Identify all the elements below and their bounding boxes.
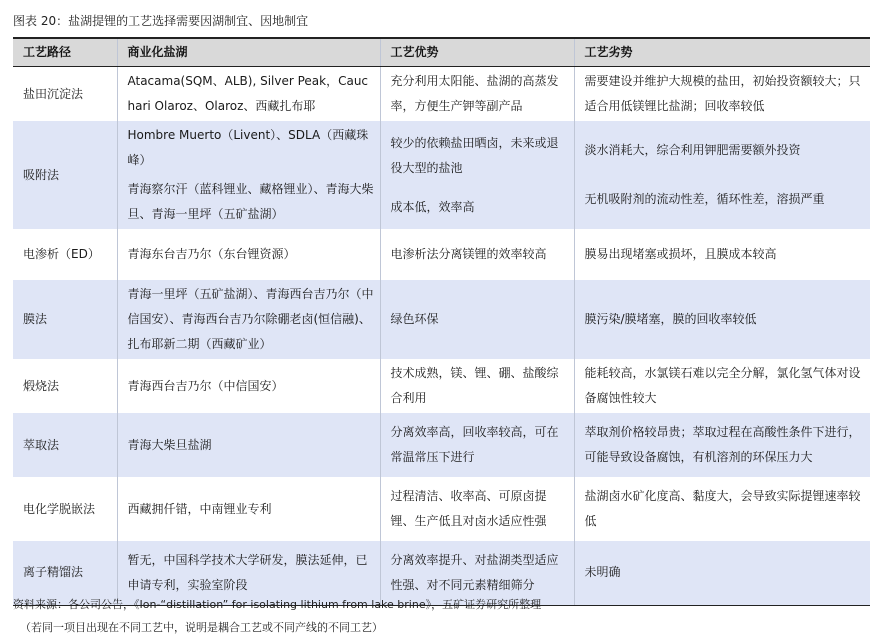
header-cons: 工艺劣势	[574, 38, 870, 67]
cell-pros: 分离效率提升、对盐湖类型适应性强、对不同元素精细筛分	[380, 541, 574, 605]
cell-pros: 充分利用太阳能、盐湖的高蒸发率，方便生产钾等副产品	[380, 67, 574, 122]
cell-pros: 绿色环保	[380, 280, 574, 359]
cell-method: 膜法	[23, 312, 48, 326]
table-row	[13, 413, 870, 477]
cell-cons: 未明确	[574, 541, 870, 605]
cell-cons	[574, 121, 870, 229]
cell-cons: 萃取剂价格较昂贵；萃取过程在高酸性条件下进行，可能导致设备腐蚀，有机溶剂的环保压力大	[574, 413, 870, 477]
table-row	[13, 229, 870, 280]
cell-cons: 膜污染/膜堵塞，膜的回收率较低	[574, 280, 870, 359]
cell-lakes-part: 青海察尔汗（蓝科锂业、藏格锂业）、青海大柴旦、青海一里坪（五矿盐湖）	[127, 182, 374, 221]
cell-pros-part: 成本低，效率高	[390, 199, 475, 214]
cell-method: 电化学脱嵌法	[23, 501, 96, 516]
cell-lakes	[117, 121, 380, 229]
cell-lakes: 青海西台吉乃尔（中信国安）	[117, 359, 380, 413]
cell-method: 离子精馏法	[13, 541, 117, 605]
figure-caption: 图表 20：盐湖提锂的工艺选择需要因湖制宜、因地制宜	[13, 14, 309, 28]
table-row	[13, 359, 870, 413]
cell-method: 电渗析（ED）	[23, 247, 100, 261]
table-header-row	[13, 38, 870, 67]
cell-method: 萃取法	[23, 437, 60, 452]
cell-lakes: Atacama(SQM、ALB), Silver Peak，Cauchari Olaroz、Olaroz、西藏扎布耶	[117, 67, 380, 122]
cell-cons-part: 无机吸附剂的流动性差，循环性差，溶损严重	[584, 192, 825, 206]
cell-lakes: 青海一里坪（五矿盐湖）、青海西台吉乃尔（中信国安）、青海西台吉乃尔除硼老卤(恒信融)、扎布耶新二期（西藏矿业）	[117, 280, 380, 359]
table-row	[13, 67, 870, 122]
cell-lakes-part: Hombre Muerto（Livent）、SDLA（西藏珠峰）	[127, 128, 369, 167]
cell-lakes: 青海大柴旦盐湖	[117, 413, 380, 477]
cell-cons-part: 淡水消耗大，综合利用钾肥需要额外投资	[584, 143, 801, 157]
lithium-process-table	[13, 37, 870, 606]
cell-lakes: 暂无，中国科学技术大学研发，膜法延伸，已申请专利，实验室阶段	[117, 541, 380, 605]
source-note: 资料来源：各公司公告，《Ion-“distillation” for isolating lithium from lake brine》，五矿证券研究所整理	[13, 598, 542, 611]
cell-pros: 过程清洁、收率高、可原卤提锂、生产低且对卤水适应性强	[380, 477, 574, 541]
cell-pros-part: 较少的依赖盐田晒卤，未来或退役大型的盐池	[390, 135, 559, 175]
header-method: 工艺路径	[13, 38, 117, 67]
cell-method: 煅烧法	[23, 378, 60, 393]
table-row	[13, 280, 870, 359]
cell-pros: 分离效率高，回收率较高，可在常温常压下进行	[380, 413, 574, 477]
cell-pros: 电渗析法分离镁锂的效率较高	[380, 229, 574, 280]
table-row	[13, 477, 870, 541]
header-pros: 工艺优势	[380, 38, 574, 67]
cell-cons: 需要建设并维护大规模的盐田，初始投资额较大；只适合用低镁锂比盐湖；回收率较低	[574, 67, 870, 122]
header-lakes: 商业化盐湖	[117, 38, 380, 67]
cell-method: 盐田沉淀法	[23, 86, 84, 101]
footnote: （若同一项目出现在不同工艺中，说明是耦合工艺或不同产线的不同工艺）	[20, 621, 383, 634]
cell-method: 吸附法	[23, 167, 60, 182]
table-row	[13, 121, 870, 229]
cell-cons: 能耗较高，水氯镁石难以完全分解，氯化氢气体对设备腐蚀性较大	[574, 359, 870, 413]
cell-lakes: 西藏拥仟错，中南锂业专利	[117, 477, 380, 541]
cell-cons: 膜易出现堵塞或损坏，且膜成本较高	[574, 229, 870, 280]
cell-pros: 技术成熟，镁、锂、硼、盐酸综合利用	[380, 359, 574, 413]
cell-pros	[380, 121, 574, 229]
cell-lakes: 青海东台吉乃尔（东台锂资源）	[117, 229, 380, 280]
cell-cons: 盐湖卤水矿化度高、黏度大，会导致实际提锂速率较低	[574, 477, 870, 541]
